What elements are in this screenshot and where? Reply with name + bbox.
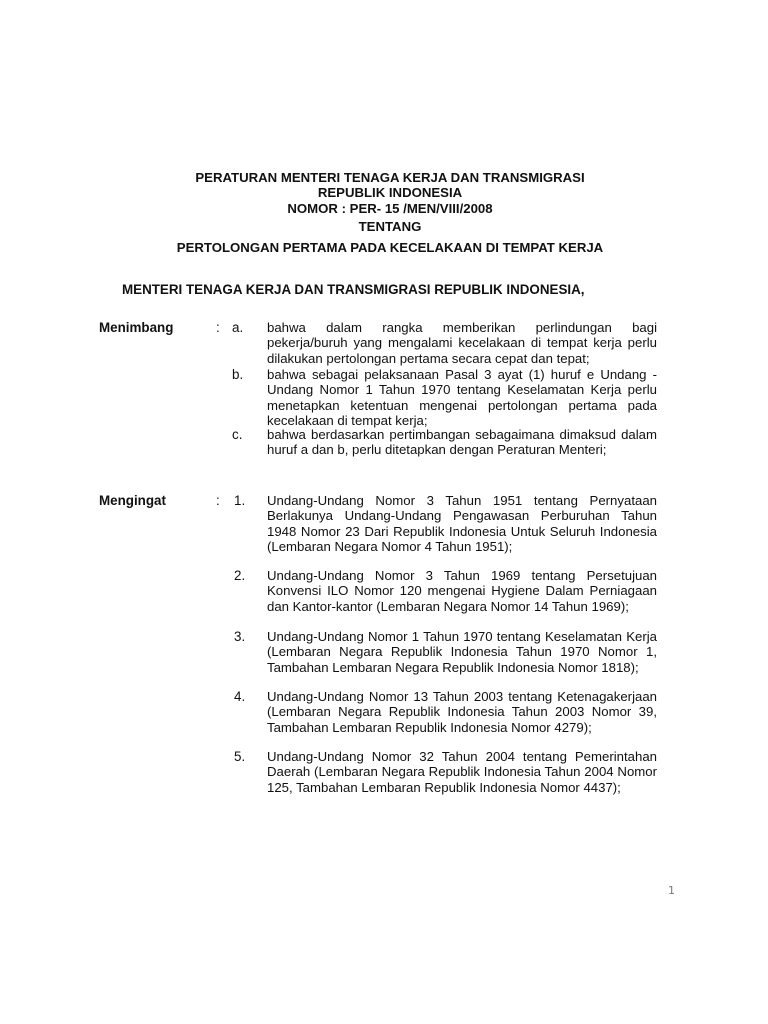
- menimbang-item-a: bahwa dalam rangka memberikan perlindungan bagi pekerja/buruh yang mengalami kecelakaan di tempat kerja perlu dilakukan pertolongan pertama secara cepat dan tepat;: [267, 320, 657, 366]
- title-line-1: PERATURAN MENTERI TENAGA KERJA DAN TRANSMIGRASI: [195, 170, 585, 185]
- mengingat-colon: :: [216, 493, 220, 508]
- title-line-2: REPUBLIK INDONESIA: [317, 185, 463, 200]
- mengingat-label: Mengingat: [99, 493, 166, 508]
- tentang-heading: TENTANG: [358, 219, 422, 234]
- menimbang-marker-b: b.: [232, 367, 244, 382]
- mengingat-marker-2: 2.: [234, 568, 246, 583]
- mengingat-marker-5: 5.: [234, 749, 246, 764]
- mengingat-marker-1: 1.: [234, 493, 246, 508]
- menimbang-label: Menimbang: [99, 320, 174, 335]
- mengingat-marker-4: 4.: [234, 689, 246, 704]
- mengingat-item-4: Undang-Undang Nomor 13 Tahun 2003 tentang Ketenagakerjaan (Lembaran Negara Republik Indonesia Tahun 2003 Nomor 39, Tambahan Lembaran Republik Indonesia Nomor 4279);: [267, 689, 657, 735]
- mengingat-item-5: Undang-Undang Nomor 32 Tahun 2004 tentang Pemerintahan Daerah (Lembaran Negara Republik Indonesia Tahun 2004 Nomor 125, Tambahan Lembaran Republik Indonesia Nomor 4437);: [267, 749, 657, 795]
- menimbang-marker-a: a.: [232, 320, 244, 335]
- issuing-authority: MENTERI TENAGA KERJA DAN TRANSMIGRASI REPUBLIK INDONESIA,: [122, 282, 585, 297]
- mengingat-item-3: Undang-Undang Nomor 1 Tahun 1970 tentang Keselamatan Kerja (Lembaran Negara Republik Indonesia Tahun 1970 Nomor 1, Tambahan Lembaran Negara Republik Indonesia Nomor 1818);: [267, 629, 657, 675]
- menimbang-colon: :: [216, 320, 220, 335]
- menimbang-item-b: bahwa sebagai pelaksanaan Pasal 3 ayat (1) huruf e Undang - Undang Nomor 1 Tahun 1970 tentang Keselamatan Kerja perlu menetapkan ketentuan mengenai pertolongan pertama pada kecelakaan di tempat kerja;: [267, 367, 657, 428]
- mengingat-marker-3: 3.: [234, 629, 246, 644]
- page-number: 1: [668, 884, 675, 897]
- mengingat-item-2: Undang-Undang Nomor 3 Tahun 1969 tentang Persetujuan Konvensi ILO Nomor 120 mengenai Hygiene Dalam Perniagaan dan Kantor-kantor (Lembaran Negara Nomor 14 Tahun 1969);: [267, 568, 657, 614]
- regulation-number: NOMOR : PER- 15 /MEN/VIII/2008: [287, 201, 493, 216]
- menimbang-item-c: bahwa berdasarkan pertimbangan sebagaimana dimaksud dalam huruf a dan b, perlu ditetapkan dengan Peraturan Menteri;: [267, 427, 657, 458]
- menimbang-marker-c: c.: [232, 427, 243, 442]
- regulation-title: [120, 170, 660, 200]
- mengingat-item-1: Undang-Undang Nomor 3 Tahun 1951 tentang Pernyataan Berlakunya Undang-Undang Pengawasan Perburuhan Tahun 1948 Nomor 23 Dari Republik Indonesia Untuk Seluruh Indonesia (Lembaran Negara Nomor 4 Tahun 1951);: [267, 493, 657, 554]
- regulation-subject: PERTOLONGAN PERTAMA PADA KECELAKAAN DI TEMPAT KERJA: [176, 240, 604, 255]
